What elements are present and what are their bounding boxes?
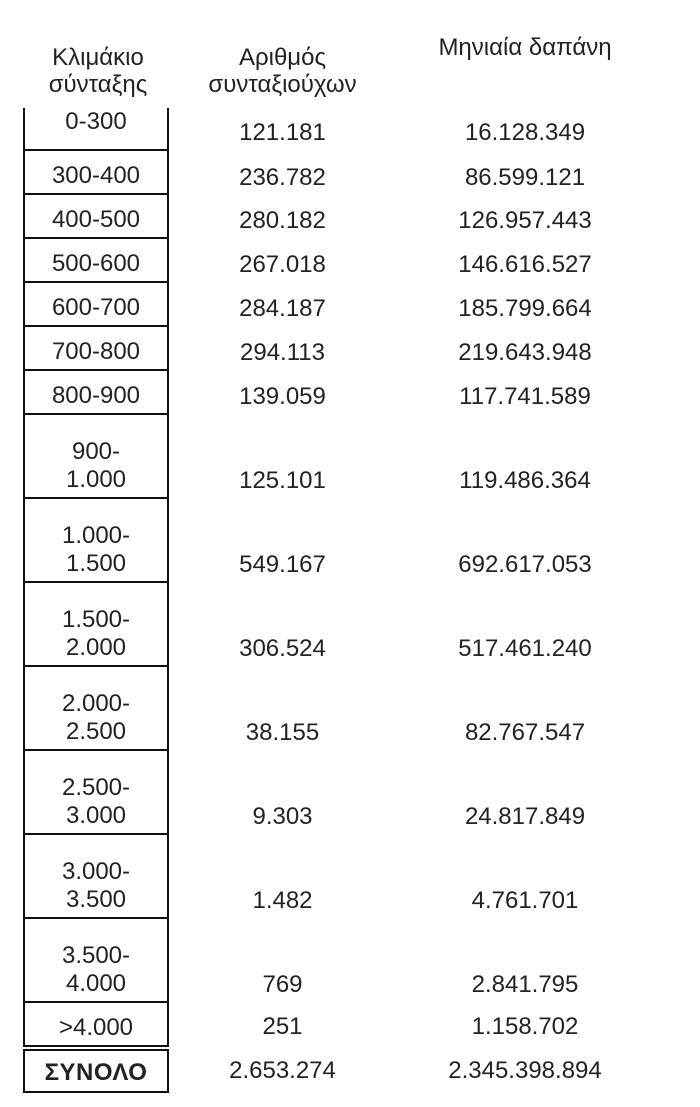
table-row [0,583,700,667]
total-row [0,1049,700,1093]
scale-cell: 1.000- 1.500 [23,499,169,583]
scale-cell: 900- 1.000 [23,415,169,499]
count-cell: 549.167 [239,551,326,578]
scale-cell: 2.000- 2.500 [23,667,169,751]
total-label: ΣΥΝΟΛΟ [23,1049,169,1093]
table-row [0,151,700,195]
table-row [0,751,700,835]
cost-cell: 146.616.527 [458,251,592,278]
table-row [0,415,700,499]
count-cell: 1.482 [252,887,313,914]
cost-cell: 2.841.795 [471,971,579,998]
scale-cell: 3.500- 4.000 [23,919,169,1003]
cost-cell: 185.799.664 [458,295,592,322]
count-cell: 769 [262,971,303,998]
total-cost: 2.345.398.894 [448,1057,602,1084]
scale-cell: 300-400 [23,151,169,195]
cost-cell: 16.128.349 [464,119,586,146]
table-row [0,499,700,583]
count-cell: 294.113 [240,339,325,366]
cost-cell: 1.158.702 [471,1013,579,1040]
cost-cell: 219.643.948 [458,339,592,366]
count-cell: 38.155 [245,719,320,746]
table-row [0,1003,700,1047]
cost-cell: 119.486.364 [459,467,591,494]
cost-cell: 117.741.589 [459,383,591,410]
cost-cell: 126.957.443 [458,207,592,234]
scale-cell: 600-700 [23,283,169,327]
count-cell: 9.303 [252,803,313,830]
count-cell: 125.101 [239,467,326,494]
count-cell: 251 [262,1013,303,1040]
scale-cell: 800-900 [23,371,169,415]
table-row [0,835,700,919]
count-cell: 121.181 [239,119,326,146]
cost-cell: 692.617.053 [458,551,592,578]
scale-cell: 2.500- 3.000 [23,751,169,835]
count-cell: 284.187 [239,295,326,322]
count-cell: 280.182 [239,207,326,234]
scale-cell: 700-800 [23,327,169,371]
table-row [0,108,700,151]
scale-cell: >4.000 [23,1003,169,1047]
cost-cell: 4.761.701 [471,887,579,914]
cost-cell: 517.461.240 [458,635,592,662]
count-cell: 236.782 [239,164,326,191]
scale-cell: 0-300 [23,108,169,151]
table-row [0,327,700,371]
count-cell: 267.018 [239,251,326,278]
scale-cell: 1.500- 2.000 [23,583,169,667]
table-row [0,239,700,283]
cost-cell: 82.767.547 [464,719,586,746]
cost-cell: 24.817.849 [464,803,586,830]
count-cell: 139.059 [239,383,326,410]
header-count: Αριθμός συνταξιούχων [208,44,357,98]
scale-cell: 500-600 [23,239,169,283]
cost-cell: 86.599.121 [464,164,586,191]
table-row [0,283,700,327]
scale-cell: 3.000- 3.500 [23,835,169,919]
count-cell: 306.524 [239,635,326,662]
table-row [0,667,700,751]
table-row [0,371,700,415]
table-row [0,919,700,1003]
header-scale: Κλιμάκιο σύνταξης [48,44,148,98]
header-cost: Μηνιαία δαπάνη [438,34,612,61]
table-row [0,195,700,239]
scale-cell: 400-500 [23,195,169,239]
total-count: 2.653.274 [229,1057,336,1084]
